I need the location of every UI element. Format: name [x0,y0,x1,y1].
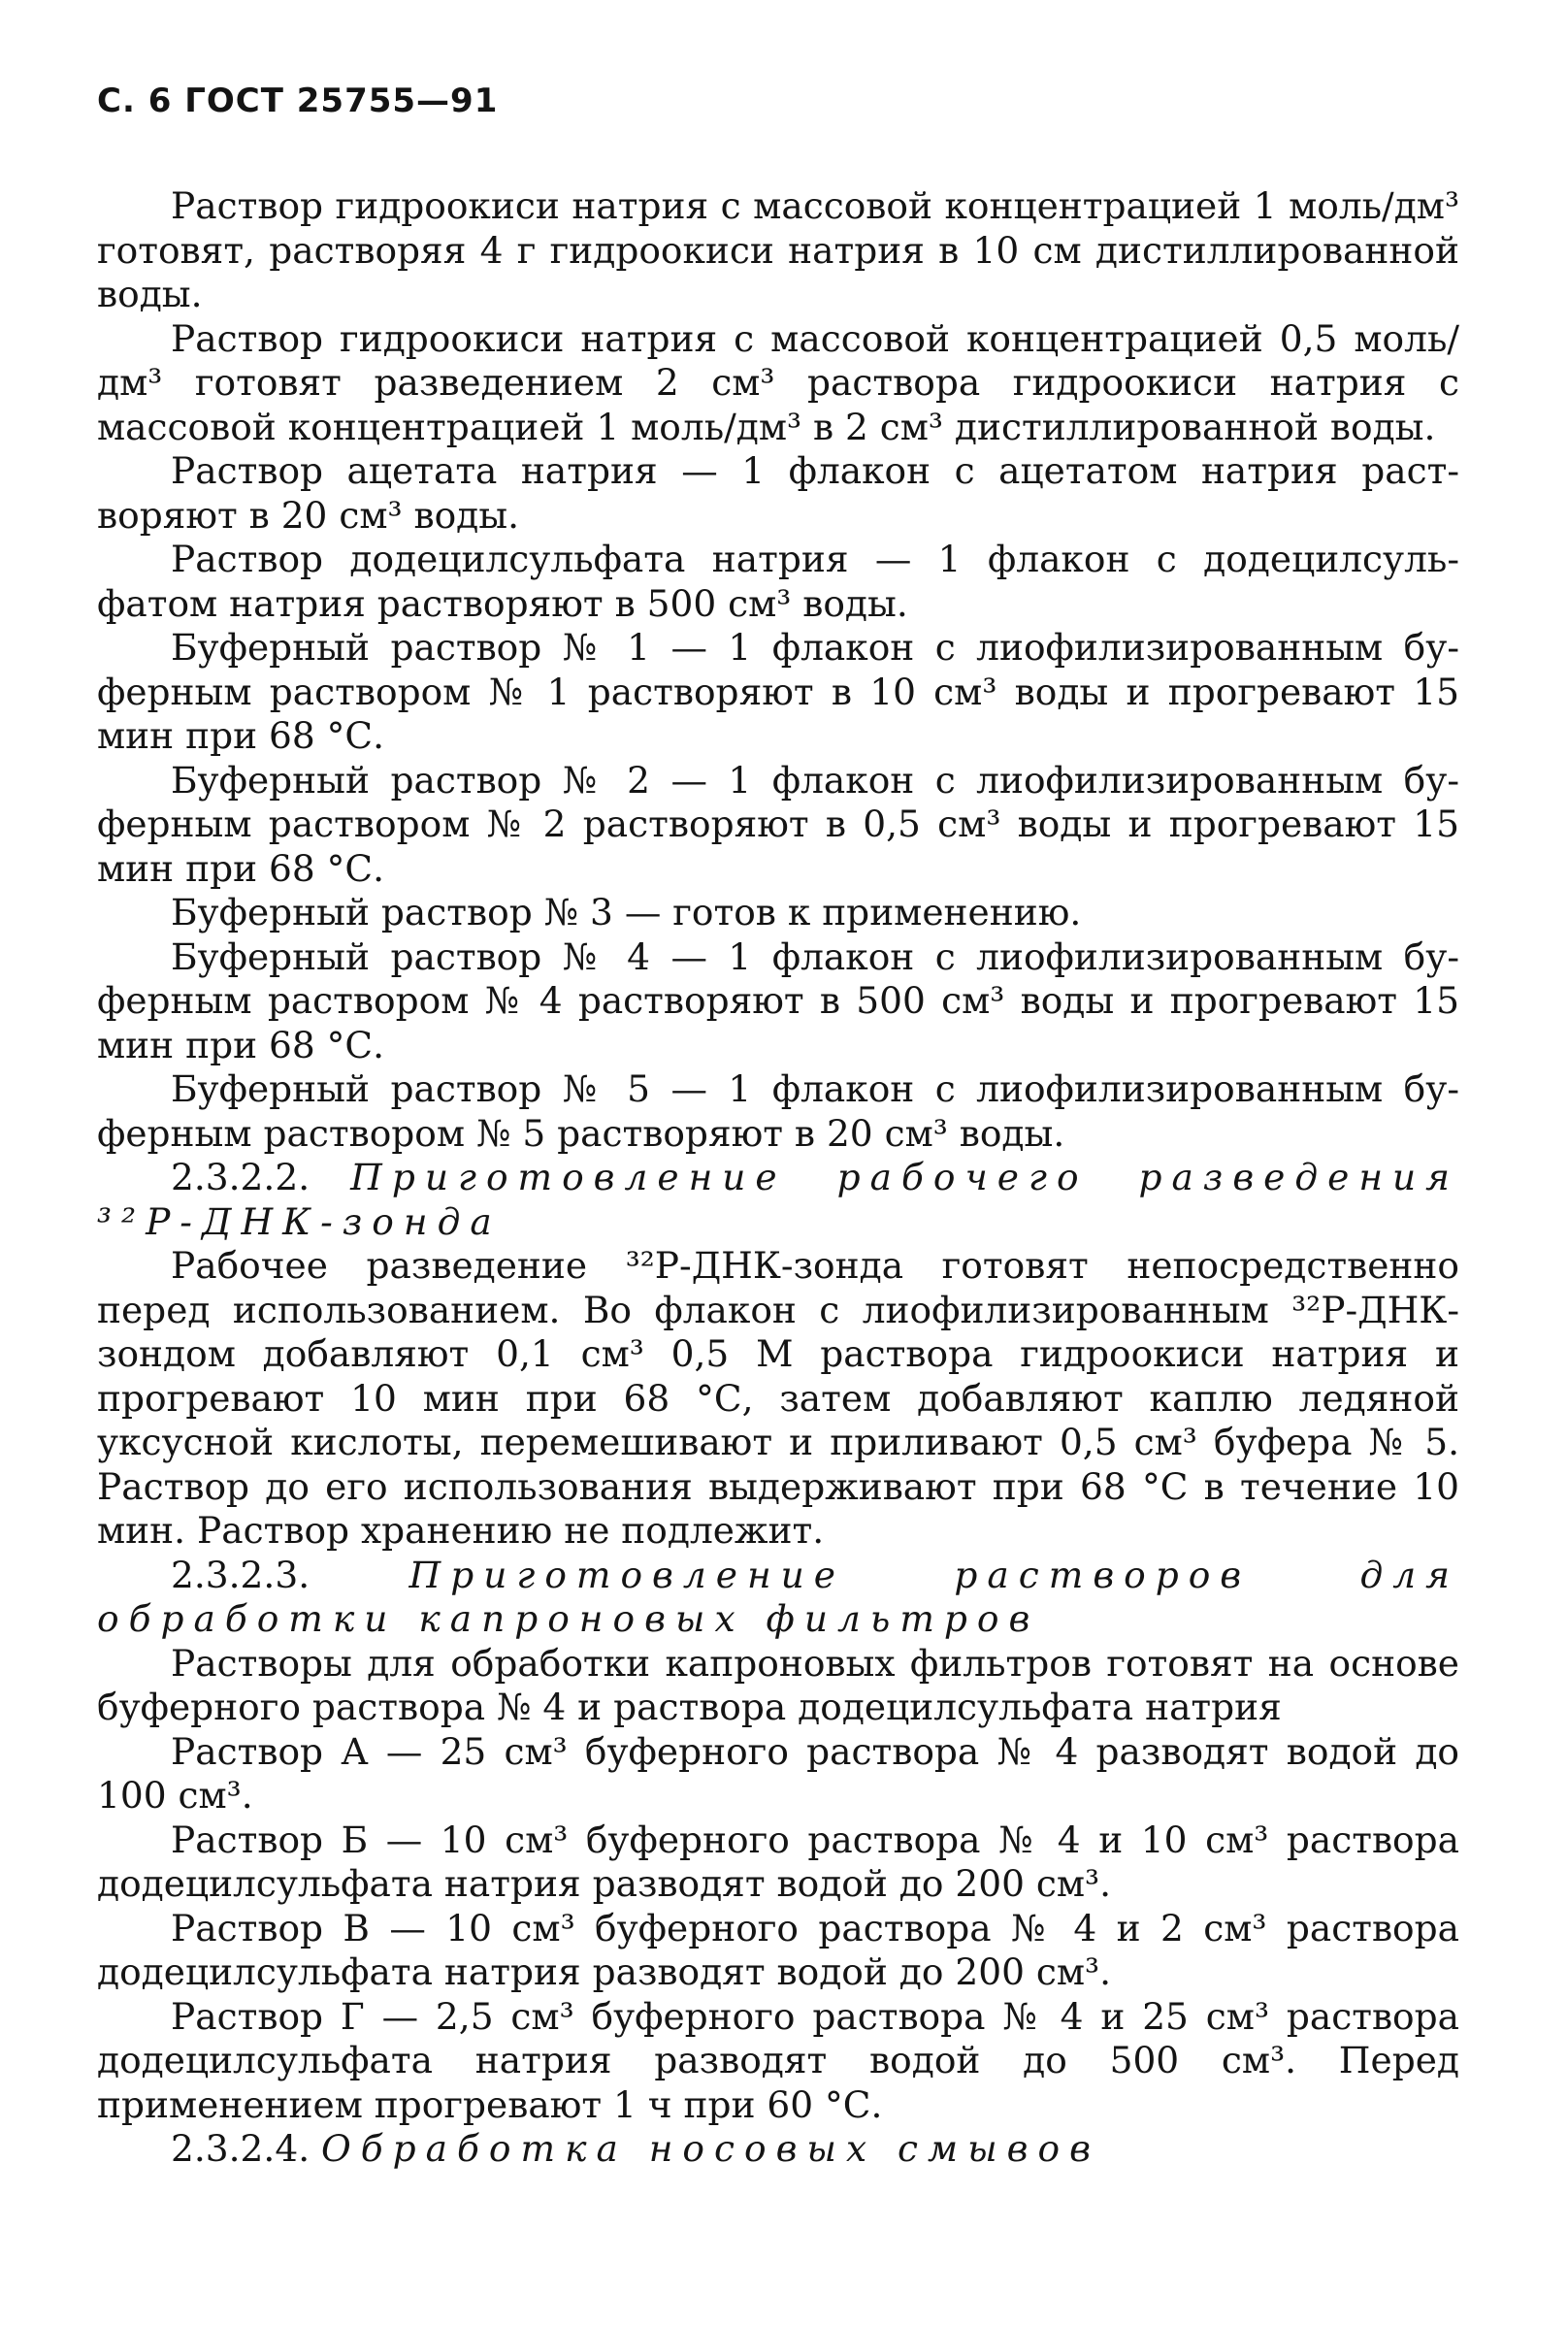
paragraph-buffer-2: Буферный раствор № 2 — 1 флакон с лиофилизированным буферным раствором № 2 растворяют в 0,5 см³ воды и прогревают 15 мин при 68 °С. [97,758,1459,890]
section-number: 2.3.2.4. [171,2127,310,2170]
section-heading-2-3-2-2 [97,1156,1459,1244]
section-body-2-3-2-2: Рабочее разведение ³²Р-ДНК-зонда готовят непосредственно перед использованием. Во флакон с лиофилизированным ³²Р-ДНК-зондом добавляют 0,1 см³ 0,5 М раствора гидроокиси натрия и прогревают 10 мин при 68 °С, затем добавляют каплю ледяной уксусной кислоты, перемешивают и приливают 0,5 см³ буфера № 5. Раствор до его использования выдерживают при 68 °С в течение 10 мин. Раствор хранению не подлежит. [97,1244,1459,1552]
paragraph-buffer-3: Буферный раствор № 3 — готов к применению. [171,891,1082,934]
paragraph-naoh-05m: Раствор гидроокиси натрия с массовой концентрацией 0,5 моль/дм³ готовят разведением 2 см³ раствора гидроокиси натрия с массовой концентрацией 1 моль/дм³ в 2 см³ дистиллированной воды. [97,316,1459,448]
paragraph-buffer-5: Буферный раствор № 5 — 1 флакон с лиофилизированным буферным раствором № 5 растворяют в 20 см³ воды. [97,1067,1459,1155]
section-number: 2.3.2.3. [171,1553,310,1596]
paragraph-naoh-1m: Раствор гидроокиси натрия с массовой концентрацией 1 моль/дм³ готовят, растворяя 4 г гидроокиси натрия в 10 см дистиллированной воды. [97,184,1459,315]
section-title: Приготовление рабочего разведения ³²Р-ДНК-зонда [97,1156,1460,1243]
section-title: Приготовление растворов для обработки капроновых фильтров [97,1553,1460,1640]
paragraph-buffer-1: Буферный раствор № 1 — 1 флакон с лиофилизированным буферным раствором № 1 растворяют в 10 см³ воды и прогревают 15 мин при 68 °С. [97,626,1459,757]
section-heading-2-3-2-3 [97,1554,1459,1642]
solution-b: Раствор Б — 10 см³ буферного раствора № 4 и 10 см³ раствора додецилсульфата натрия разводят водой до 200 см³. [97,1818,1459,1905]
solution-a: Раствор А — 25 см³ буферного раствора № 4 разводят водой до 100 см³. [97,1729,1459,1817]
solution-g: Раствор Г — 2,5 см³ буферного раствора № 4 и 25 см³ раствора додецилсульфата натрия разводят водой до 500 см³. Перед применением прогревают 1 ч при 60 °С. [97,1994,1459,2126]
paragraph-buffer-4: Буферный раствор № 4 — 1 флакон с лиофилизированным буферным раствором № 4 растворяют в 500 см³ воды и прогревают 15 мин при 68 °С. [97,934,1459,1066]
section-heading-2-3-2-4 [97,2127,1459,2172]
section-body-2-3-2-3: Растворы для обработки капроновых фильтров готовят на основе буферного раствора № 4 и раствора додецилсульфата натрия [97,1641,1459,1728]
section-number: 2.3.2.2. [171,1156,310,1198]
solution-v: Раствор В — 10 см³ буферного раствора № 4 и 2 см³ раствора додецилсульфата натрия разводят водой до 200 см³. [97,1906,1459,1993]
paragraph-sds: Раствор додецилсульфата натрия — 1 флакон с додецилсульфатом натрия растворяют в 500 см³ воды. [97,538,1459,625]
page-header: С. 6 ГОСТ 25755—91 [97,82,499,120]
section-title: Обработка носовых смывов [321,2127,1100,2170]
document-body [97,184,1459,2172]
paragraph-sodium-acetate: Раствор ацетата натрия — 1 флакон с ацетатом натрия растворяют в 20 см³ воды. [97,449,1459,537]
